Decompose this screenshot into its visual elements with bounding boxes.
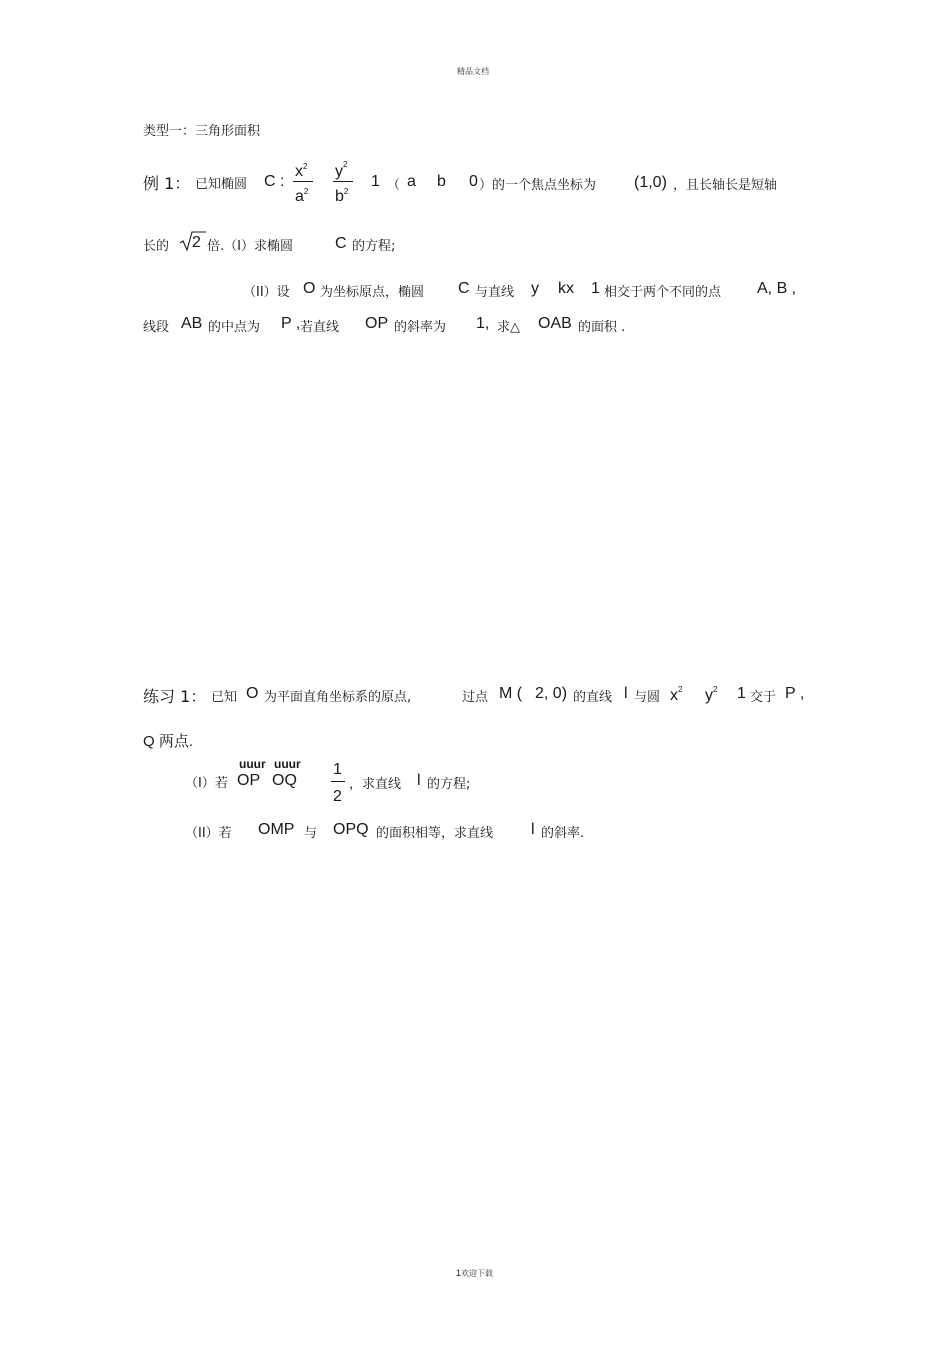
- q2-OPQ: OPQ: [333, 821, 369, 838]
- line3-text5: 求△: [497, 320, 520, 335]
- cond-close: ）的一个焦点坐标为: [479, 178, 597, 193]
- fraction-bar: [331, 781, 345, 782]
- q2-end: 的斜率.: [541, 826, 585, 841]
- q1-text: ，求直线: [349, 777, 402, 792]
- line2-end: 的方程;: [352, 239, 396, 254]
- q2-text2: 的面积相等，求直线: [376, 826, 494, 841]
- section-title: 类型一：三角形面积: [143, 124, 261, 139]
- exercise-M-coord: 2, 0): [535, 685, 568, 702]
- line3-text6: 的面积 .: [578, 320, 626, 335]
- vector-arrow-OP: uuur: [239, 757, 266, 771]
- part2-O: O: [303, 280, 316, 297]
- line3-OP: OP: [365, 315, 389, 332]
- circle-y-term: $y^2$: [705, 685, 718, 704]
- q1-end: 的方程;: [427, 777, 471, 792]
- cond-zero: 0: [469, 173, 478, 190]
- vector-OP: OP: [237, 772, 261, 789]
- line2-prefix: 长的: [143, 239, 170, 254]
- line3-text2: 的中点为: [208, 320, 261, 335]
- q1-l: l: [417, 772, 421, 789]
- page-header: 精品文档: [457, 67, 489, 76]
- line2-C: C: [335, 235, 347, 252]
- frac2-bar: [333, 181, 353, 182]
- part2-kx: kx: [558, 280, 574, 297]
- exercise-text2: 为平面直角坐标系的原点,: [264, 690, 412, 705]
- exercise-line2: Q 两点.: [143, 733, 194, 750]
- equation-rhs: 1: [371, 173, 380, 190]
- fraction-numerator: 1: [333, 761, 342, 778]
- line3-P: P ,: [281, 315, 301, 332]
- page-footer: [456, 1261, 493, 1280]
- cond-a: a: [407, 173, 416, 190]
- example-label: 例 1：: [143, 174, 191, 193]
- frac1-numerator: $x^2$: [295, 162, 308, 180]
- q2-label: （II）若: [185, 826, 232, 841]
- exercise-text5: 与圆: [634, 690, 661, 705]
- example-intro: 已知椭圆: [195, 177, 248, 192]
- line3-text1: 线段: [143, 320, 170, 335]
- line2-mid: 倍.（I）求椭圆: [207, 239, 293, 254]
- vector-OQ: OQ: [272, 772, 297, 789]
- exercise-text6: 交于: [750, 690, 777, 705]
- part2-C: C: [458, 280, 470, 297]
- circle-rhs: 1: [737, 685, 746, 702]
- part2-prefix: （II）设: [243, 285, 290, 300]
- q2-text1: 与: [304, 826, 318, 841]
- q2-OMP: OMP: [258, 821, 295, 838]
- example-tail: ，且长轴长是短轴: [673, 178, 778, 193]
- circle-x-term: $x^2$: [670, 685, 683, 704]
- line3-OAB: OAB: [538, 315, 572, 332]
- line3-text3: 若直线: [300, 320, 340, 335]
- exercise-l: l: [624, 685, 628, 702]
- part2-y: y: [531, 280, 539, 297]
- frac1-bar: [293, 181, 313, 182]
- exercise-text3: 过点: [462, 690, 489, 705]
- frac1-denominator: $a^2$: [295, 187, 309, 205]
- exercise-label: 练习 1：: [143, 687, 207, 706]
- part2-text2: 与直线: [475, 285, 515, 300]
- part2-text1: 为坐标原点，椭圆: [320, 285, 425, 300]
- focus-point: (1,0): [634, 174, 667, 191]
- footer-page-number: 1: [456, 1268, 462, 1278]
- vector-arrow-OQ: uuur: [274, 757, 301, 771]
- fraction-denominator: 2: [333, 788, 342, 805]
- exercise-P: P ,: [785, 685, 805, 702]
- frac2-numerator: $y^2$: [335, 160, 348, 180]
- q1-label: （I）若: [185, 776, 228, 791]
- exercise-O: O: [246, 685, 259, 702]
- exercise-text1: 已知: [211, 690, 238, 705]
- line3-text4: 的斜率为: [394, 320, 447, 335]
- q2-l: l: [531, 821, 535, 838]
- footer-text: 欢迎下载: [461, 1269, 494, 1278]
- ellipse-name: C :: [264, 173, 285, 190]
- exercise-text4: 的直线: [573, 690, 613, 705]
- exercise-M: M (: [499, 685, 523, 702]
- cond-open: （: [387, 178, 401, 193]
- frac2-denominator: $b^2$: [335, 187, 349, 205]
- part2-text3: 相交于两个不同的点: [604, 285, 722, 300]
- sqrt-value: 2: [192, 234, 201, 251]
- line3-slope: 1,: [476, 315, 490, 332]
- part2-one: 1: [591, 280, 600, 297]
- line3-AB: AB: [181, 315, 203, 332]
- part2-points: A, B ,: [757, 280, 797, 297]
- cond-b: b: [437, 173, 446, 190]
